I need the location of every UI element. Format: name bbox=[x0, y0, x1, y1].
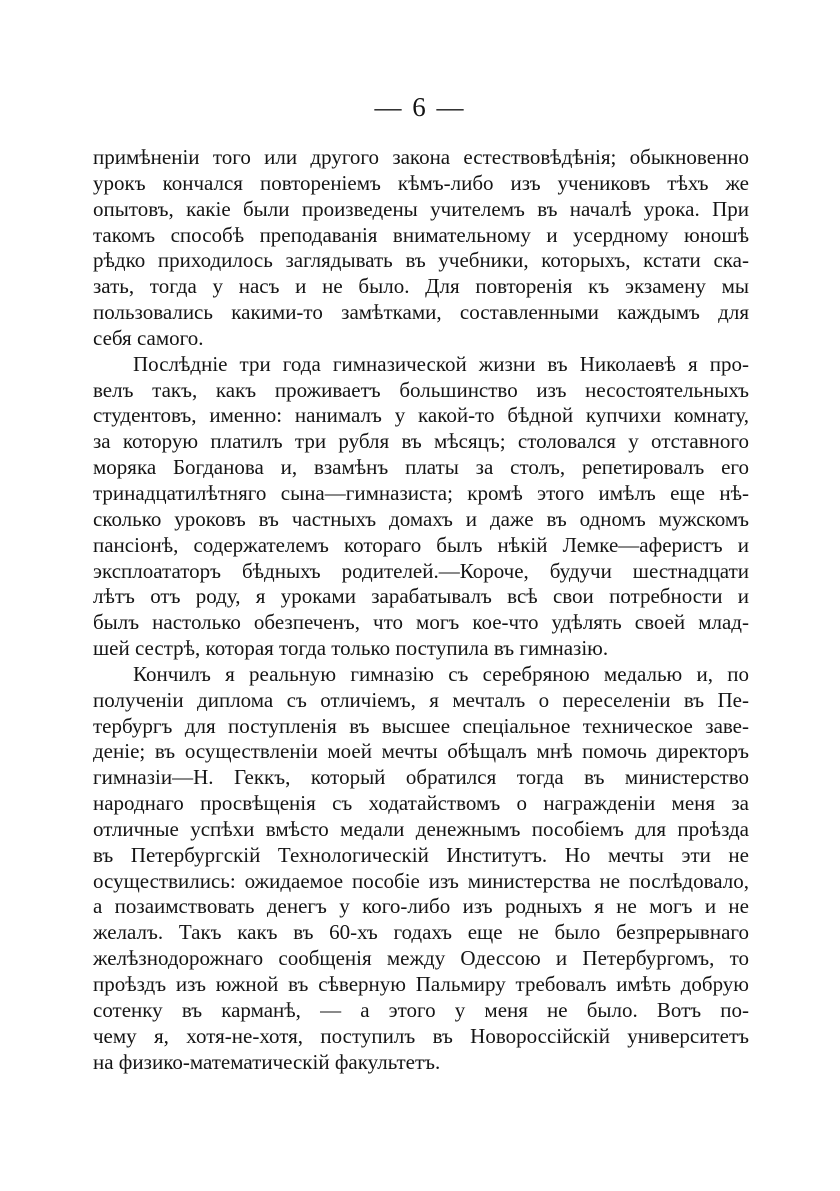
text-line: народнаго просвѣщенія съ ходатайствомъ о награжденіи меня за bbox=[93, 791, 749, 816]
text-line: рѣдко приходилось заглядывать въ учебники, которыхъ, кстати ска- bbox=[93, 248, 749, 273]
text-line: полученіи диплома съ отличіемъ, я мечталъ о переселеніи въ Пе- bbox=[93, 687, 749, 712]
text-line: гимназіи—Н. Геккъ, который обратился тогда въ министерство bbox=[93, 765, 749, 790]
text-line: въ Петербургскій Технологическій Институтъ. Но мечты эти не bbox=[93, 842, 749, 867]
text-line: былъ настолько обезпеченъ, что могъ кое-что удѣлять своей млад- bbox=[93, 610, 749, 635]
text-line: Послѣдніе три года гимназической жизни въ Николаевѣ я про- bbox=[133, 351, 749, 376]
text-line: Кончилъ я реальную гимназію съ серебряною медалью и, по bbox=[133, 661, 749, 686]
text-line: а позаимствовать денегъ у кого-либо изъ родныхъ я не могъ и не bbox=[93, 894, 749, 919]
text-line: тербургъ для поступленія въ высшее спеціальное техническое заве- bbox=[93, 713, 749, 738]
text-line: лѣтъ отъ роду, я уроками зарабатывалъ всѣ свои потребности и bbox=[93, 584, 749, 609]
text-line: примѣненіи того или другого закона естествовѣдѣнія; обыкновенно bbox=[93, 145, 749, 169]
text-line: урокъ кончался повтореніемъ кѣмъ-либо изъ учениковъ тѣхъ же bbox=[93, 170, 749, 195]
text-line: опытовъ, какіе были произведены учителемъ въ началѣ урока. При bbox=[93, 196, 749, 221]
text-line: моряка Богданова и, взамѣнъ платы за столъ, репетировалъ его bbox=[93, 455, 749, 480]
text-line: сотенку въ карманѣ, — а этого у меня не было. Вотъ по- bbox=[93, 997, 749, 1022]
body-text bbox=[93, 145, 749, 1075]
text-line: пансіонѣ, содержателемъ котораго былъ нѣкій Лемке—аферистъ и bbox=[93, 532, 749, 557]
text-line: желалъ. Такъ какъ въ 60-хъ годахъ еще не было безпрерывнаго bbox=[93, 920, 749, 945]
text-line: эксплоататоръ бѣдныхъ родителей.—Короче, будучи шестнадцати bbox=[93, 558, 749, 583]
text-line: на физико-математическій факультетъ. bbox=[93, 1049, 441, 1074]
page-number: — 6 — bbox=[374, 92, 466, 122]
text-line: проѣздъ изъ южной въ сѣверную Пальмиру требовалъ имѣть добрую bbox=[93, 972, 749, 996]
text-line: сколько уроковъ въ частныхъ домахъ и даже въ одномъ мужскомъ bbox=[93, 506, 749, 531]
text-line: отличные успѣхи вмѣсто медали денежнымъ пособіемъ для проѣзда bbox=[93, 816, 749, 841]
text-line: желѣзнодорожнаго сообщенія между Одессою и Петербургомъ, то bbox=[93, 946, 749, 971]
text-line: велъ такъ, какъ проживаетъ большинство изъ несостоятельныхъ bbox=[93, 377, 749, 402]
text-line: себя самого. bbox=[93, 325, 204, 350]
text-line: осуществились: ожидаемое пособіе изъ министерства не послѣдовало, bbox=[93, 868, 749, 893]
text-line: пользовались какими-то замѣтками, составленными каждымъ для bbox=[93, 300, 749, 325]
text-line: тринадцатилѣтняго сына—гимназиста; кромѣ этого имѣлъ еще нѣ- bbox=[93, 480, 749, 505]
text-line: деніе; въ осуществленіи моей мечты обѣщалъ мнѣ помочь директоръ bbox=[93, 739, 749, 764]
text-line: зать, тогда у насъ и не было. Для повторенія къ экзамену мы bbox=[93, 274, 749, 299]
text-line: за которую платилъ три рубля въ мѣсяцъ; столовался у отставного bbox=[93, 429, 749, 454]
text-line: шей сестрѣ, которая тогда только поступила въ гимназію. bbox=[93, 636, 609, 661]
text-line: чему я, хотя-не-хотя, поступилъ въ Новороссійскій университетъ bbox=[93, 1023, 749, 1048]
text-line: такомъ способѣ преподаванія внимательному и усердному юношѣ bbox=[93, 222, 749, 247]
text-line: студентовъ, именно: нанималъ у какой-то бѣдной купчихи комнату, bbox=[93, 403, 749, 428]
